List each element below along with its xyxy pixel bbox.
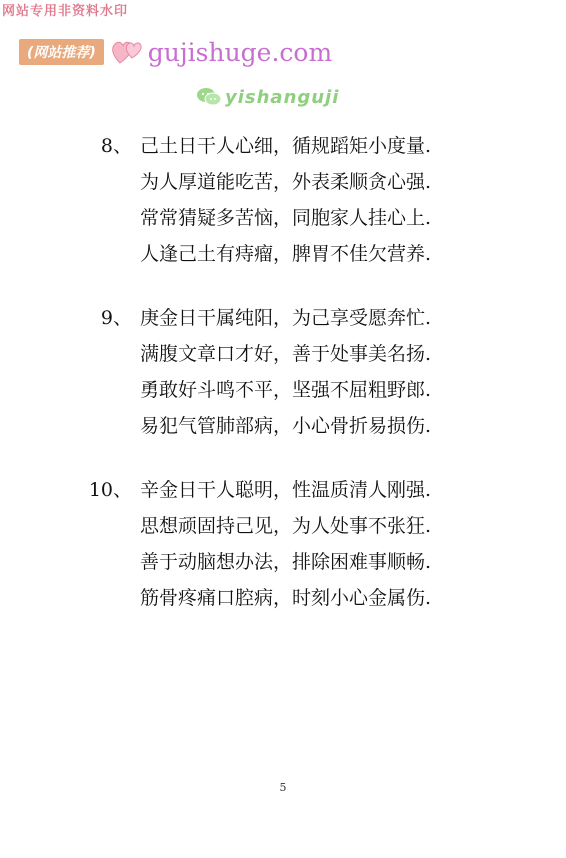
line-text: 思想顽固持己见，为人处事不张狂. [140,515,432,537]
line-text: 常常猜疑多苦恼，同胞家人挂心上. [140,207,432,229]
stanza [0,128,566,272]
line-text: 辛金日干人聪明，性温质清人刚强. [140,479,432,501]
line-text: 善于动脑想办法，排除困难事顺畅. [140,551,432,573]
line-text: 己土日干人心细，循规蹈矩小度量. [140,135,432,157]
poem-line [0,200,566,236]
line-text: 满腹文章口才好，善于处事美名扬. [140,343,432,365]
poem-line [0,372,566,408]
line-text: 人逢己土有痔瘤，脾胃不佳欠营养. [140,243,432,265]
poem-line [0,408,566,444]
poem-line [0,508,566,544]
stanza [0,300,566,444]
poem-line [0,580,566,616]
poem-line [0,164,566,200]
site-banner [19,34,332,70]
stanza-number: 8、 [100,135,132,157]
hearts-icon [110,36,146,68]
stanza-number: 10、 [88,479,132,501]
poem-line [0,236,566,272]
site-url[interactable]: gujishuge.com [147,37,333,67]
poem-line [0,300,566,336]
stanza-number: 9、 [100,307,132,329]
line-text: 勇敢好斗鸣不平，坚强不屈粗野郎. [140,379,432,401]
watermark-text: 网站专用非资料水印 [2,4,129,19]
poem-line [0,128,566,164]
line-text: 易犯气管肺部病，小心骨折易损伤. [140,415,432,437]
wechat-icon [196,86,222,108]
line-text: 为人厚道能吃苦，外表柔顺贪心强. [140,171,432,193]
line-text: 筋骨疼痛口腔病，时刻小心金属伤. [140,587,432,609]
line-text: 庚金日干属纯阳，为己享受愿奔忙. [140,307,432,329]
poem-body [0,128,566,644]
wechat-id: yishanguji [225,86,340,108]
page-number: 5 [279,781,287,794]
stanza [0,472,566,616]
wechat-banner [196,86,339,108]
poem-line [0,472,566,508]
recommend-badge: (网站推荐) [19,39,104,65]
poem-line [0,336,566,372]
poem-line [0,544,566,580]
